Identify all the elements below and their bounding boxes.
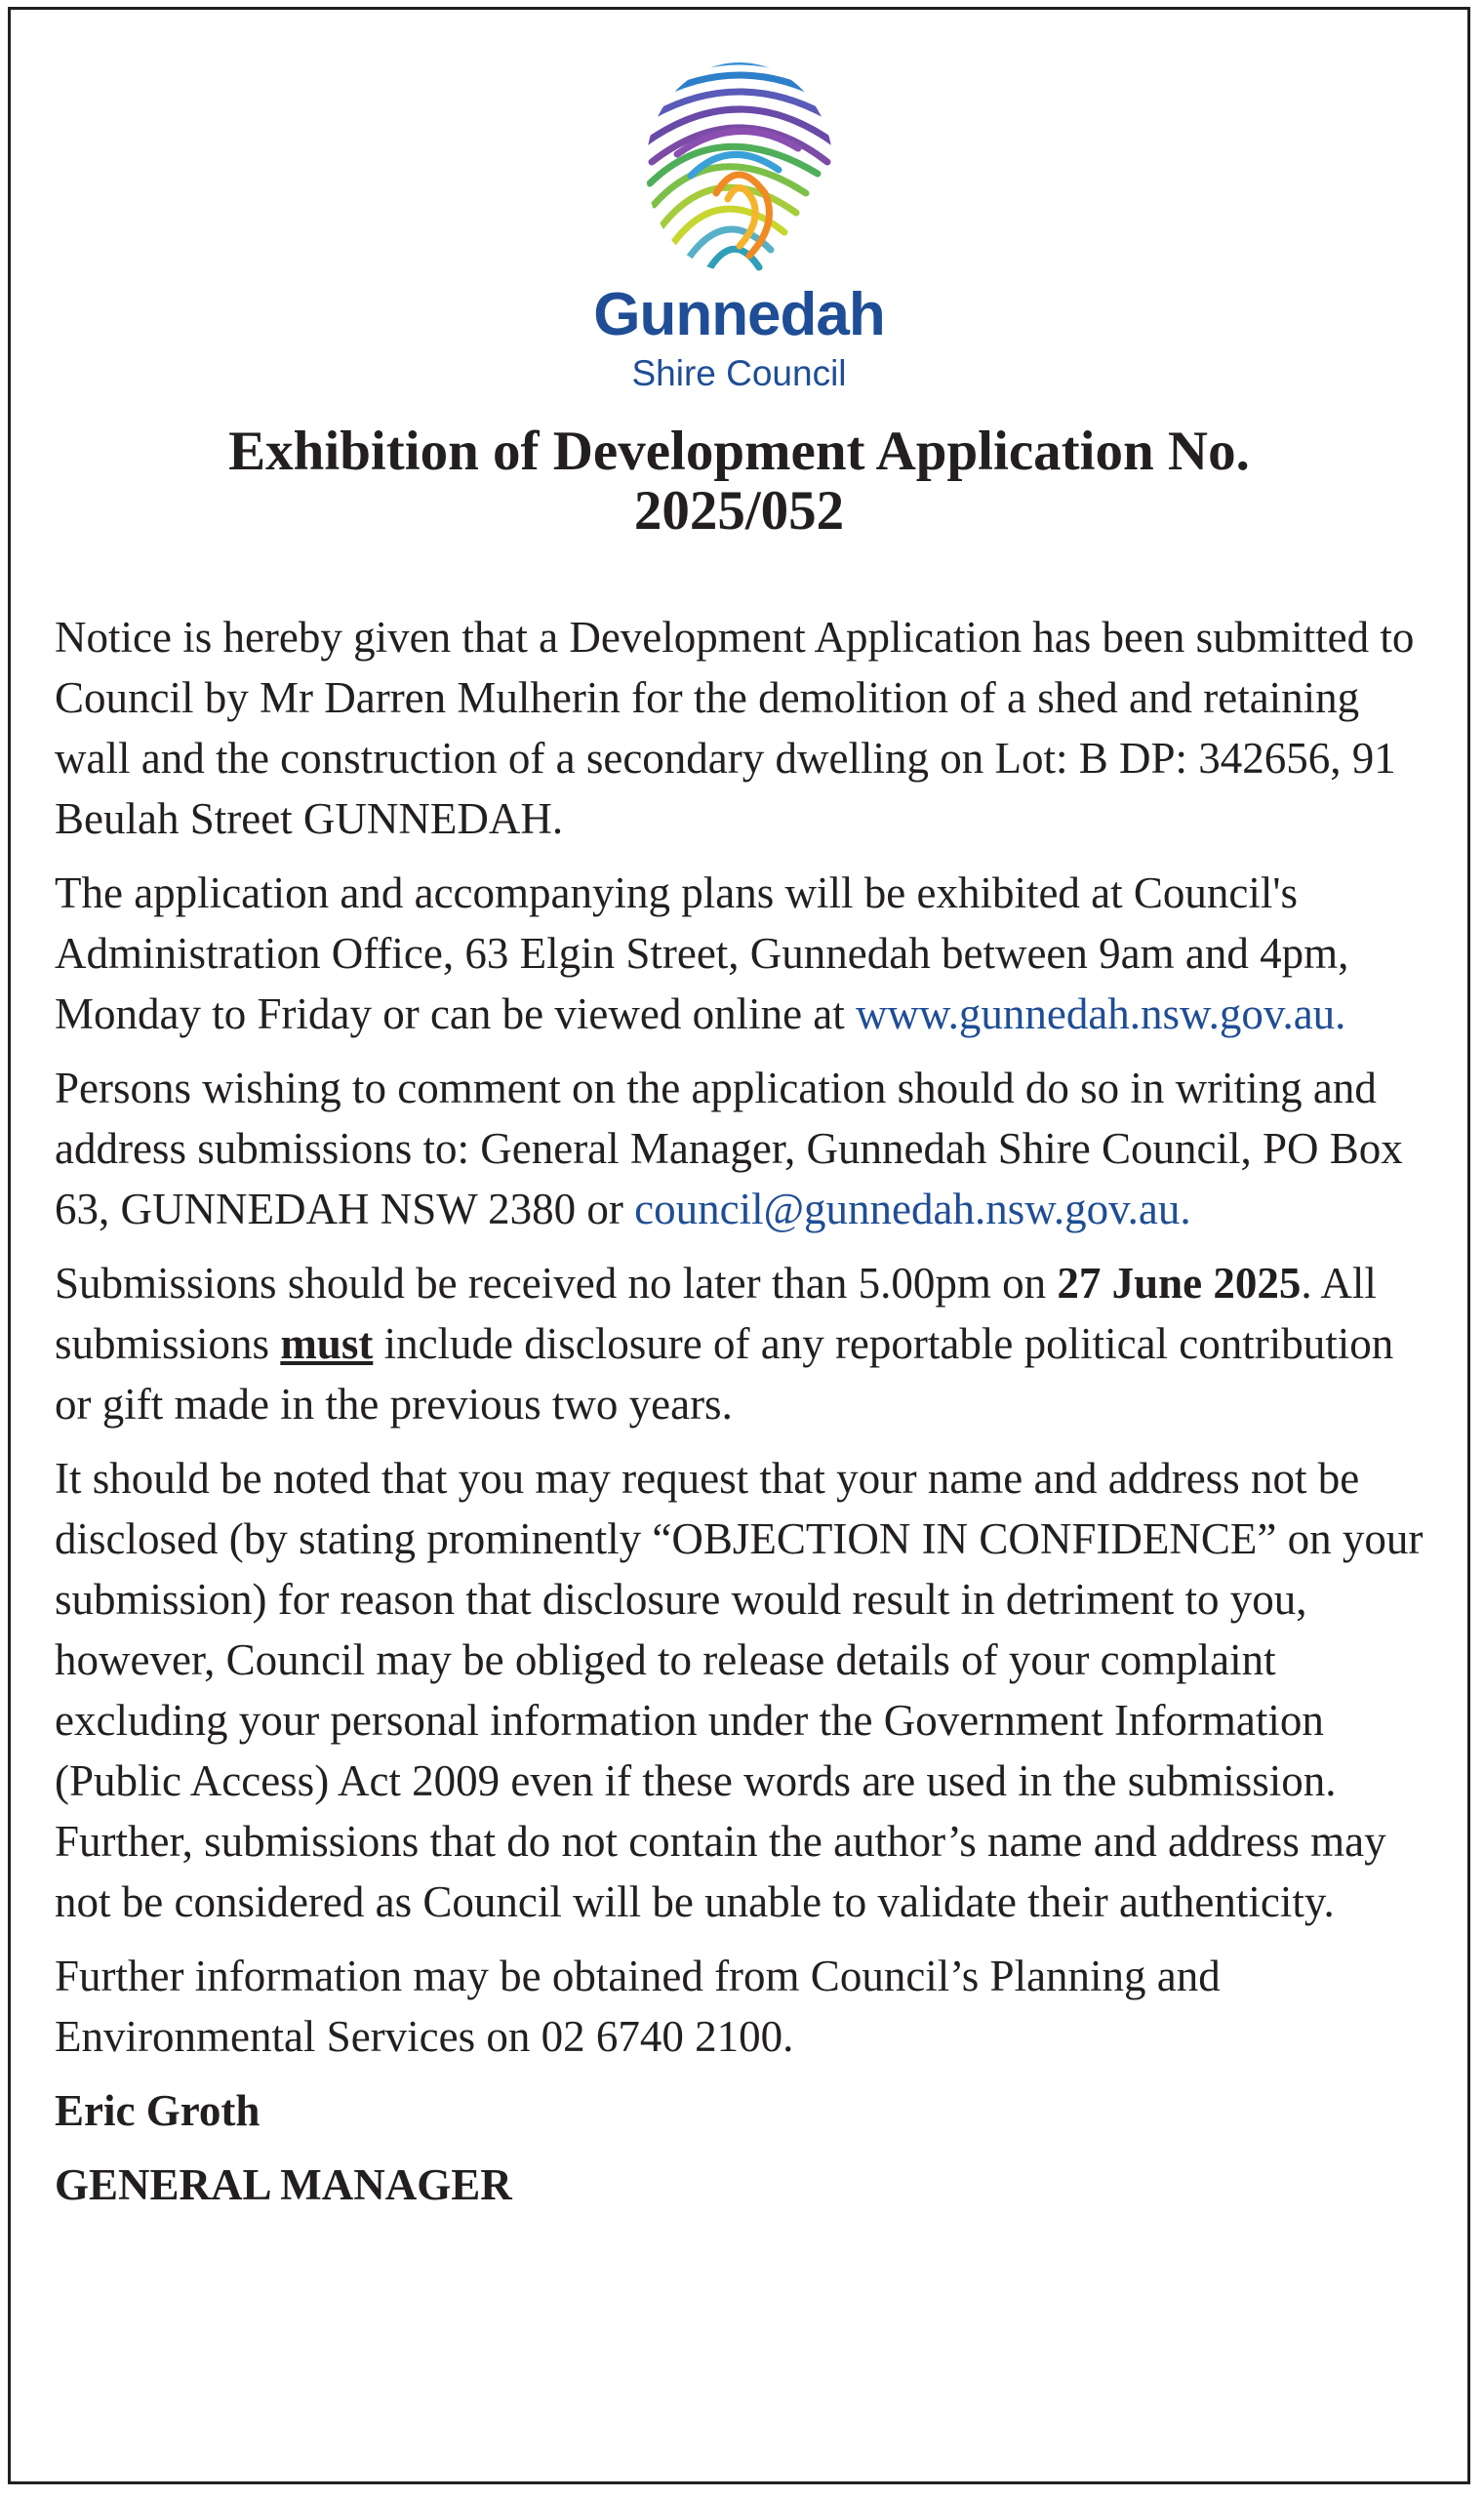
deadline-text-after: include disclosure of any reportable political contribution or gift made in the previous two years.: [55, 1319, 1394, 1429]
logo-name: Gunnedah: [593, 281, 885, 348]
notice-frame: [8, 7, 1470, 2484]
title-line-1: Exhibition of Development Application No.: [228, 421, 1250, 482]
paragraph-confidentiality: It should be noted that you may request that your name and address not be disclosed (by stating prominently “OBJECTION IN CONFIDENCE” on your submission) for reason that disclosure would result in detriment to you, however, Council may be obliged to release details of your complaint excluding your personal information under the Government Information (Public Access) Act 2009 even if these words are used in the submission. Further, submissions that do not contain the author’s name and address may not be considered as Council will be unable to validate their authenticity.: [55, 1454, 1424, 1926]
council-logo: [11, 47, 1467, 391]
paragraph-deadline: [55, 1253, 1438, 1434]
deadline-text-before: Submissions should be received no later than 5.00pm on: [55, 1259, 1058, 1308]
fingerprint-logo-icon: [622, 47, 857, 281]
logo-subtitle: Shire Council: [631, 353, 847, 393]
title-line-2: 2025/052: [633, 480, 845, 542]
paragraph-exhibition: [55, 863, 1438, 1044]
signatory-name: Eric Groth: [55, 2086, 261, 2135]
paragraph-application: Notice is hereby given that a Development Application has been submitted to Council by Mr Darren Mulherin for the demolition of a shed and retaining wall and the construction of a secondary dwelling on Lot: B DP: 342656, 91 Beulah Street GUNNEDAH.: [55, 613, 1415, 843]
must-emphasis: must: [280, 1319, 374, 1368]
deadline-text-middle: . All submissions: [55, 1259, 1377, 1368]
notice-title: [50, 422, 1428, 541]
notice-body: [55, 607, 1438, 2229]
paragraph-further-information: Further information may be obtained from Council’s Planning and Environmental Services on 02 6740 2100.: [55, 1952, 1221, 2061]
paragraph-submissions-address: [55, 1058, 1438, 1239]
exhibition-text: The application and accompanying plans will be exhibited at Council's Administration Office, 63 Elgin Street, Gunnedah between 9am and 4pm, Monday to Friday or can be viewed online at: [55, 868, 1349, 1038]
submissions-address-text: Persons wishing to comment on the application should do so in writing and address submissions to: General Manager, Gunnedah Shire Council, PO Box 63, GUNNEDAH NSW 2380 or: [55, 1064, 1403, 1233]
signatory-title: GENERAL MANAGER: [55, 2160, 512, 2209]
deadline-date: 27 June 2025: [1057, 1259, 1302, 1308]
email-link[interactable]: council@gunnedah.nsw.gov.au.: [634, 1185, 1191, 1233]
website-link[interactable]: www.gunnedah.nsw.gov.au.: [856, 989, 1346, 1038]
